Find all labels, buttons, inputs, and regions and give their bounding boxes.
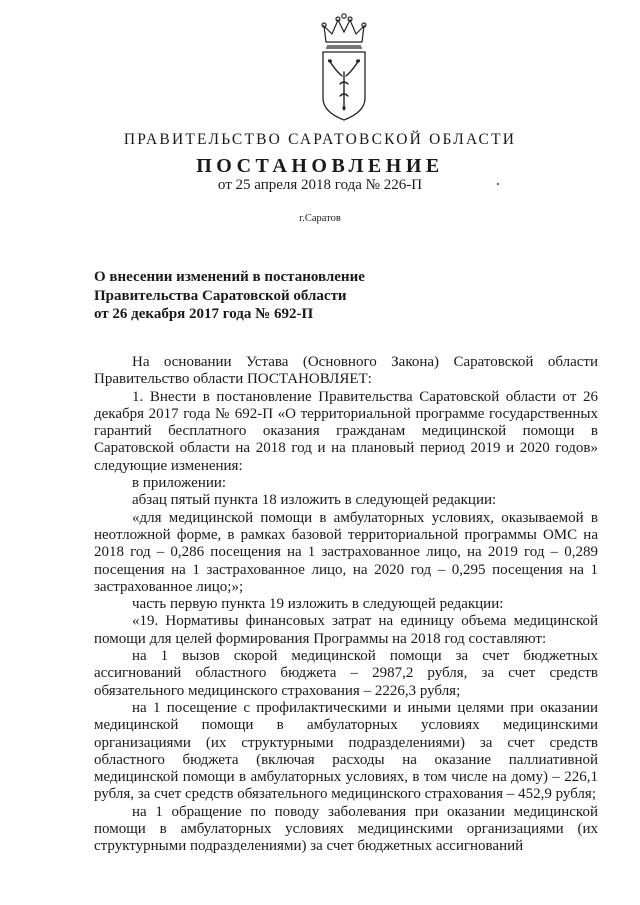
document-city: г.Саратов — [299, 213, 341, 224]
body-paragraph: «19. Нормативы финансовых затрат на единицу объема медицинской помощи для целей формирования Программы на 2018 год составляют: — [94, 613, 598, 647]
body-paragraph: на 1 посещение с профилактическими и иными целями при оказании медицинской помощи в амбулаторных условиях медицинскими организациями (их структурными подразделениями) за счет средств областного бюджета (включая расходы на оказание паллиативной медицинской помощи в амбулаторных условиях, в том числе на дому) – 226,1 рубля, за счет средств обязательного медицинского страхования – 452,9 рубля; — [94, 699, 598, 803]
body-paragraph: на 1 обращение по поводу заболевания при оказании медицинской помощи в амбулаторных условиях медицинскими организациями (их структурными подразделениями) за счет бюджетных ассигнований — [94, 803, 598, 855]
subject-line: от 26 декабря 2017 года № 692-П — [94, 306, 314, 322]
saratov-coat-of-arms-icon — [318, 12, 370, 122]
body-paragraph: абзац пятый пункта 18 изложить в следующей редакции: — [132, 492, 497, 509]
government-name: ПРАВИТЕЛЬСТВО САРАТОВСКОЙ ОБЛАСТИ — [123, 131, 517, 148]
document-subject — [94, 268, 414, 324]
scan-speck — [497, 183, 499, 185]
body-paragraph: часть первую пункта 19 изложить в следующей редакции: — [132, 596, 504, 613]
body-paragraph: в приложении: — [132, 475, 227, 492]
document-type-title: ПОСТАНОВЛЕНИЕ — [196, 155, 444, 177]
subject-line: Правительства Саратовской области — [94, 287, 347, 304]
body-paragraph: «для медицинской помощи в амбулаторных условиях, оказываемой в неотложной форме, в рамках базовой территориальной программы ОМС на 2018 год – 0,286 посещения на 1 застрахованное лицо, на 2019 год – 0,289 посещения на 1 застрахованное лицо, на 2020 год – 0,295 посещения на 1 застрахованное лицо;»; — [94, 509, 598, 595]
document-date-number: от 25 апреля 2018 года № 226-П — [217, 177, 423, 193]
body-paragraph: 1. Внести в постановление Правительства Саратовской области от 26 декабря 2017 года № 692-П «О территориальной программе государственных гарантий бесплатного оказания гражданам медицинской помощи в Саратовской области на 2018 год и на плановый период 2019 и 2020 годов» следующие изменения: — [94, 388, 598, 474]
body-paragraph: на 1 вызов скорой медицинской помощи за счет бюджетных ассигнований областного бюджета – 2987,2 рубля, за счет средств обязательного медицинского страхования – 2226,3 рубля; — [94, 648, 598, 699]
subject-line: О внесении изменений в постановление — [94, 269, 365, 285]
body-paragraph: На основании Устава (Основного Закона) Саратовской области Правительство области ПОСТАНОВЛЯЕТ: — [94, 354, 598, 388]
document-body — [94, 354, 598, 856]
